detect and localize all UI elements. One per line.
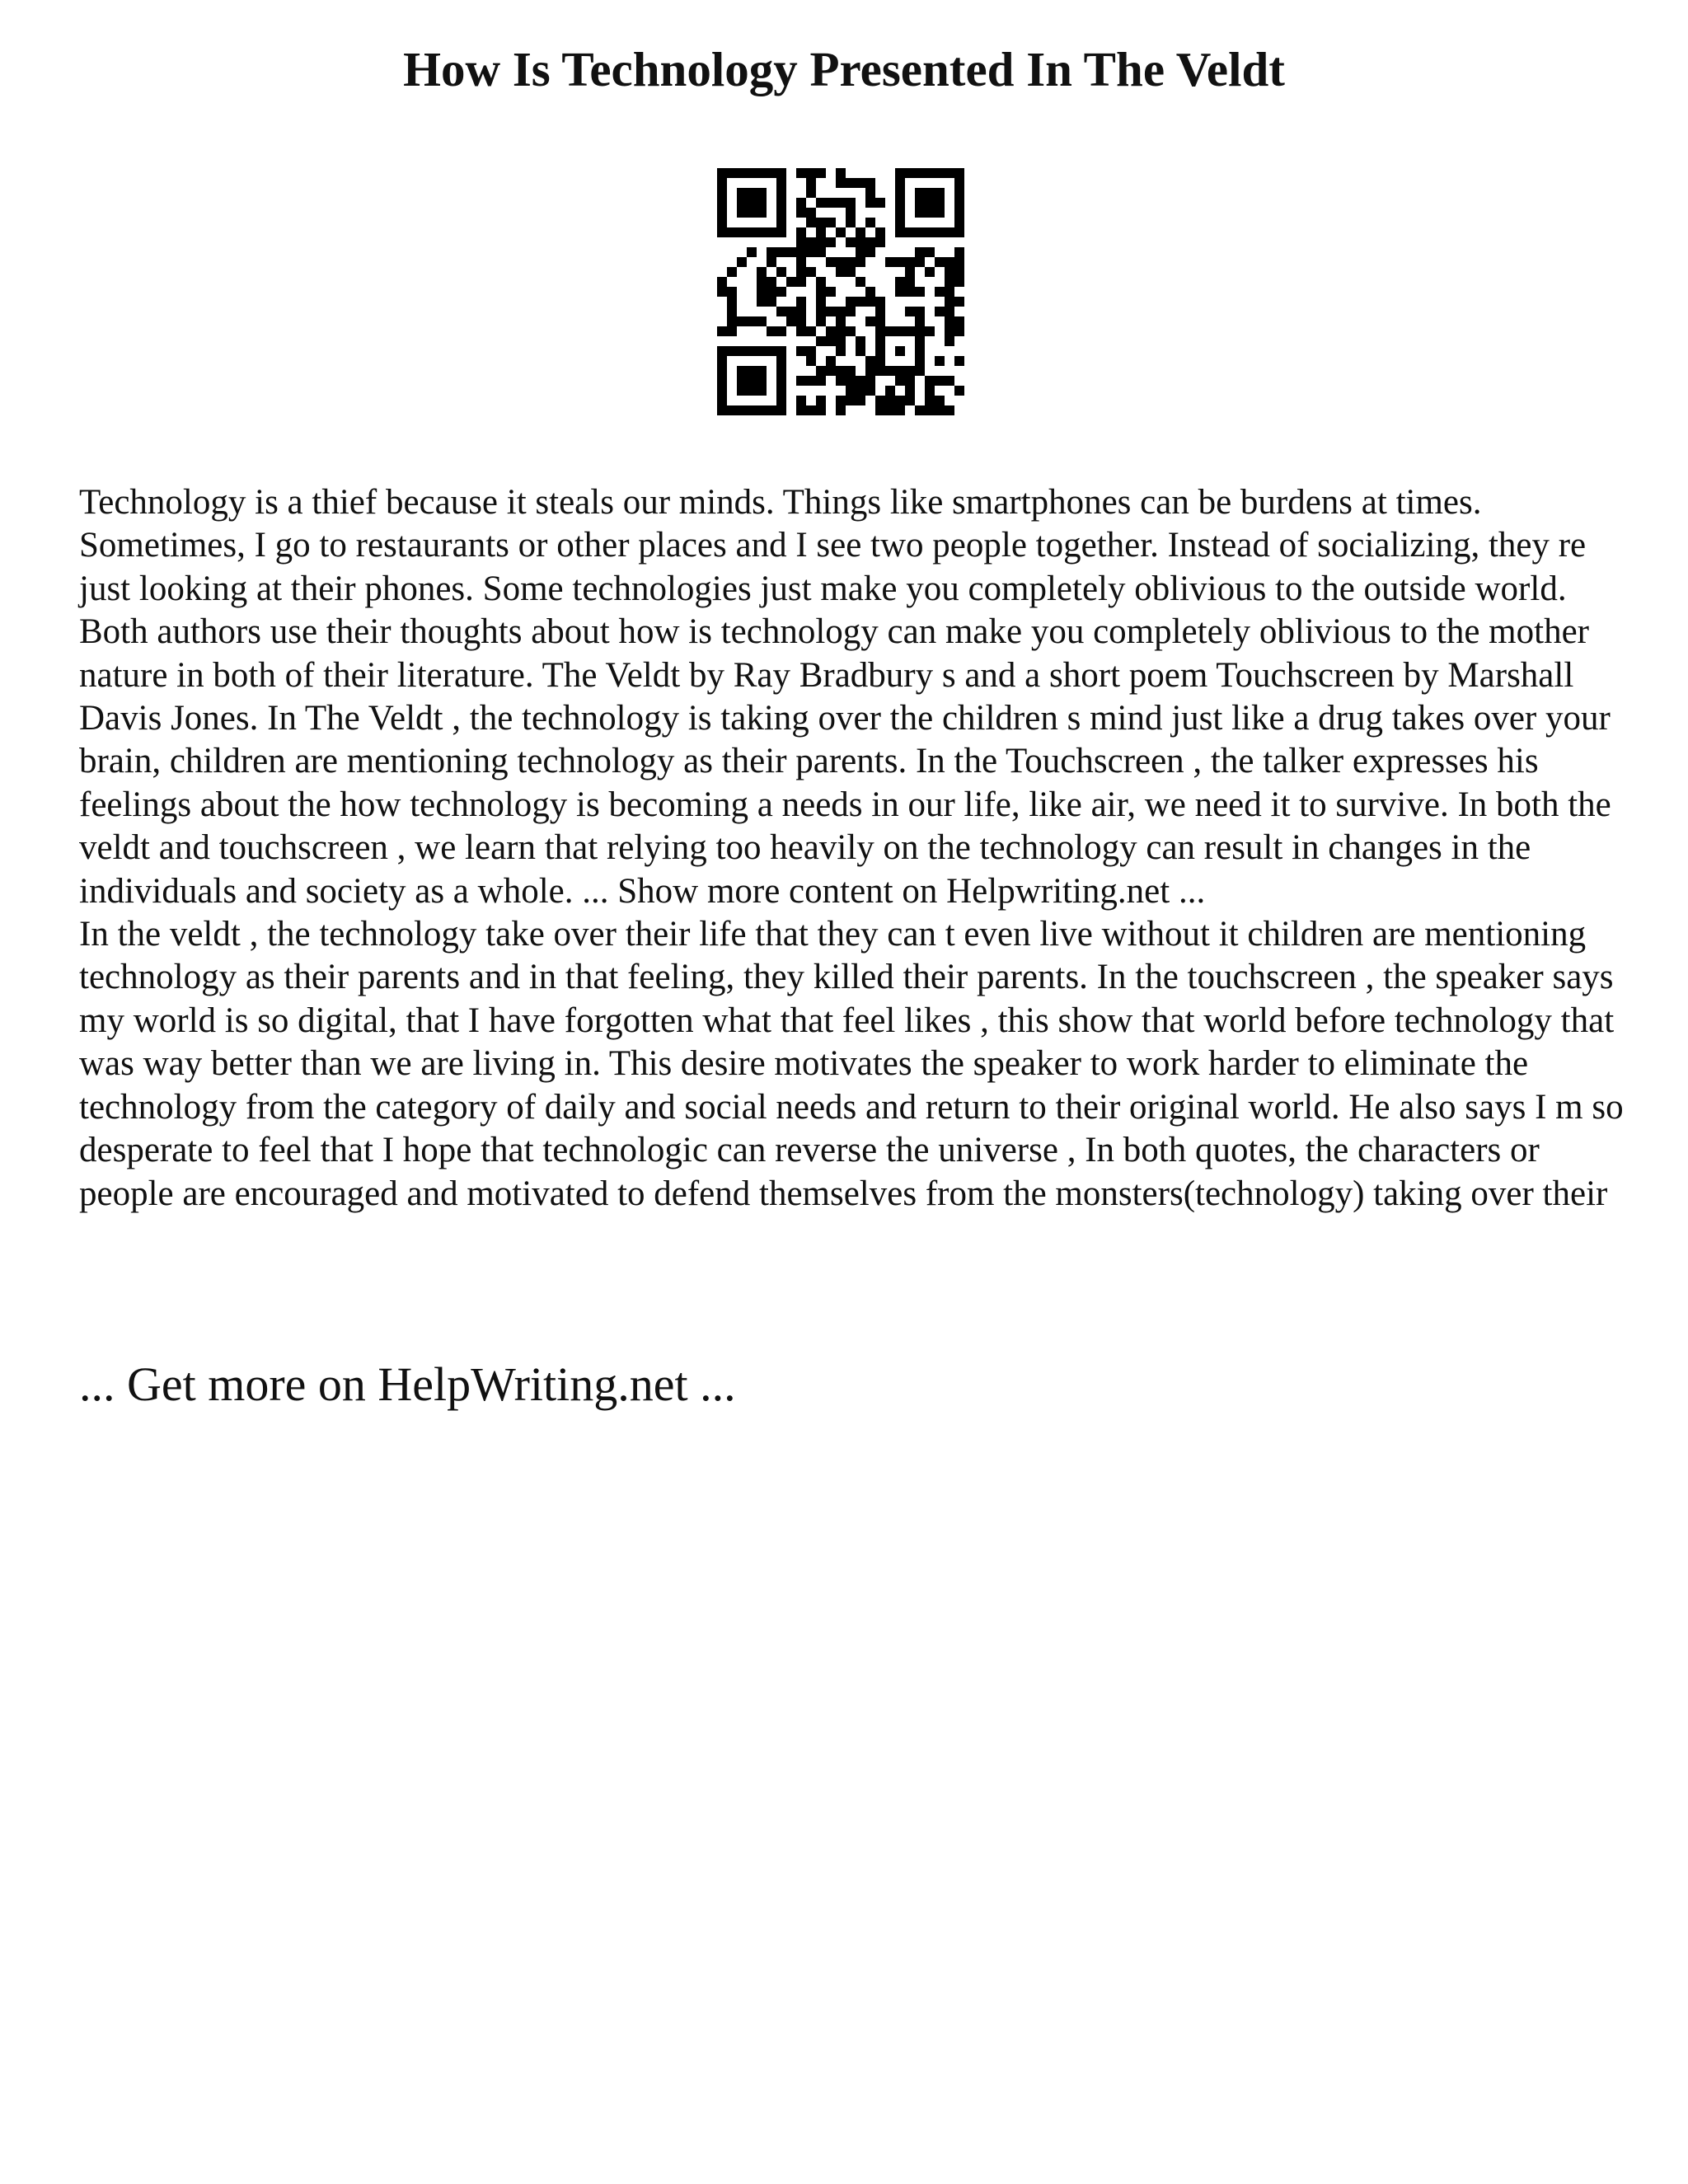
paragraph-1: Technology is a thief because it steals our minds. Things like smartphones can be burdens at times. Sometimes, I go to restaurants or other places and I see two people together. Instead of socializing, they re just looking at their phones. Some technologies just make you completely oblivious to the outside world. Both authors use their thoughts about how is technology can make you completely oblivious to the mother nature in both of their literature. The Veldt by Ray Bradbury s and a short poem Touchscreen by Marshall Davis Jones. In The Veldt , the technology is taking over the children s mind just like a drug takes over your brain, children are mentioning technology as their parents. In the Touchscreen , the talker expresses his feelings about the how technology is becoming a needs in our life, like air, we need it to survive. In both the veldt and touchscreen , we learn that relying too heavily on the technology can result in changes in the individuals and society as a whole. ... Show more content on Helpwriting.net ... [79, 483, 1611, 911]
page-title: How Is Technology Presented In The Veldt [403, 42, 1285, 96]
get-more-link[interactable]: ... Get more on HelpWriting.net ... [79, 1357, 736, 1411]
paragraph-2: In the veldt , the technology take over their life that they can t even live without it children are mentioning technology as their parents and in that feeling, they killed their parents. In the touchscreen , the speaker says my world is so digital, that I have forgotten what that feel likes , this show that world before technology that was way better than we are living in. This desire motivates the speaker to work harder to eliminate the technology from the category of daily and social needs and return to their original world. He also says I m so desperate to feel that I hope that technologic can reverse the universe , In both quotes, the characters or people are encouraged and motivated to defend themselves from the monsters(technology) taking over their [79, 915, 1624, 1213]
article-body [79, 481, 1629, 1216]
qr-code-icon [717, 168, 964, 415]
